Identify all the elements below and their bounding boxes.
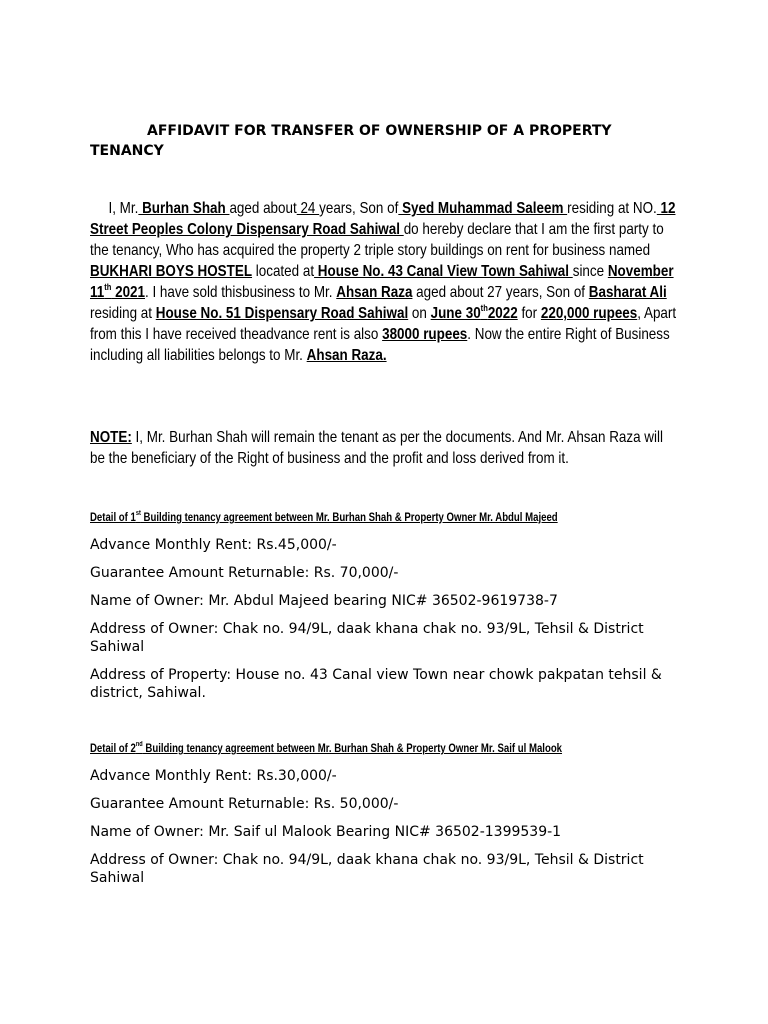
text: for <box>517 305 541 322</box>
text: do hereby declare that I am the first party to the tenancy, Who has acquired the property 2 triple story buildings on rent for business named <box>90 221 664 259</box>
declarant-age: 24 <box>296 200 320 217</box>
since-year: 2021 <box>111 284 145 301</box>
building2-heading <box>90 740 562 756</box>
text: since <box>572 263 608 280</box>
beneficiary-name: Ahsan Raza. <box>306 347 387 364</box>
text: , Apart from this I have received theadvance rent is also <box>90 305 677 343</box>
ordinal-suffix: nd <box>135 741 143 748</box>
building1-heading <box>90 509 558 525</box>
buyer-father: Basharat Ali <box>588 284 667 301</box>
declarant-address: 12 Street Peoples Colony Dispensary Road Sahiwal <box>90 200 676 238</box>
declarant-name: Burhan Shah <box>138 200 230 217</box>
text: located at <box>252 263 315 280</box>
building2-guarantee: Guarantee Amount Returnable: Rs. 50,000/- <box>90 796 399 812</box>
note-text: I, Mr. Burhan Shah will remain the tenant as per the documents. And Mr. Ahsan Raza will be the beneficiary of the Right of business and the profit and loss derived from it. <box>90 429 663 467</box>
building2-rent: Advance Monthly Rent: Rs.30,000/- <box>90 768 337 784</box>
text: on <box>408 305 431 322</box>
text: residing at <box>90 305 156 322</box>
since-month: November 11 <box>90 263 674 301</box>
text: aged about <box>229 200 297 217</box>
sale-year: 2022 <box>487 305 518 322</box>
text: I, Mr. <box>108 200 139 217</box>
note-label: NOTE: <box>90 429 132 446</box>
building1-property-address: Address of Property: House no. 43 Canal view Town near chowk pakpatan tehsil & district, Sahiwal. <box>90 667 662 701</box>
building2-owner: Name of Owner: Mr. Saif ul Malook Bearing NIC# 36502-1399539-1 <box>90 824 562 840</box>
text: . Now the entire Right of Business including all liabilities belongs to Mr. <box>90 326 670 364</box>
declaration-paragraph <box>90 198 678 366</box>
note-paragraph <box>90 427 678 469</box>
declarant-father: Syed Muhammad Saleem <box>398 200 568 217</box>
text: residing at NO. <box>567 200 657 217</box>
text: years, Son of <box>319 200 399 217</box>
business-location: House No. 43 Canal View Town Sahiwal <box>314 263 573 280</box>
sale-suffix: th <box>480 302 488 313</box>
text: Building tenancy agreement between Mr. Burhan Shah & Property Owner Mr. Abdul Majeed <box>140 510 558 524</box>
buyer-name: Ahsan Raza <box>336 284 413 301</box>
sale-month: June 30 <box>430 305 481 322</box>
building1-guarantee: Guarantee Amount Returnable: Rs. 70,000/- <box>90 565 399 581</box>
text: aged about 27 years, Son of <box>412 284 589 301</box>
sale-date <box>430 302 518 322</box>
since-suffix: th <box>104 281 112 292</box>
building1-rent: Advance Monthly Rent: Rs.45,000/- <box>90 537 337 553</box>
business-name: BUKHARI BOYS HOSTEL <box>90 263 253 280</box>
building2-owner-address: Address of Owner: Chak no. 94/9L, daak khana chak no. 93/9L, Tehsil & District Sahiwal <box>90 852 644 886</box>
building1-owner-address: Address of Owner: Chak no. 94/9L, daak khana chak no. 93/9L, Tehsil & District Sahiwal <box>90 621 644 655</box>
text: Detail of 2 <box>90 741 136 755</box>
document-title: AFFIDAVIT FOR TRANSFER OF OWNERSHIP OF A PROPERTY TENANCY <box>90 123 612 159</box>
text: Detail of 1 <box>90 510 136 524</box>
sale-price: 220,000 rupees <box>540 305 638 322</box>
advance-amount: 38000 rupees <box>382 326 468 343</box>
ordinal-suffix: st <box>135 510 141 517</box>
buyer-address: House No. 51 Dispensary Road Sahiwal <box>155 305 409 322</box>
building1-owner: Name of Owner: Mr. Abdul Majeed bearing NIC# 36502-9619738-7 <box>90 593 558 609</box>
text: . I have sold thisbusiness to Mr. <box>144 284 337 301</box>
text: Building tenancy agreement between Mr. Burhan Shah & Property Owner Mr. Saif ul Malook <box>142 741 563 755</box>
